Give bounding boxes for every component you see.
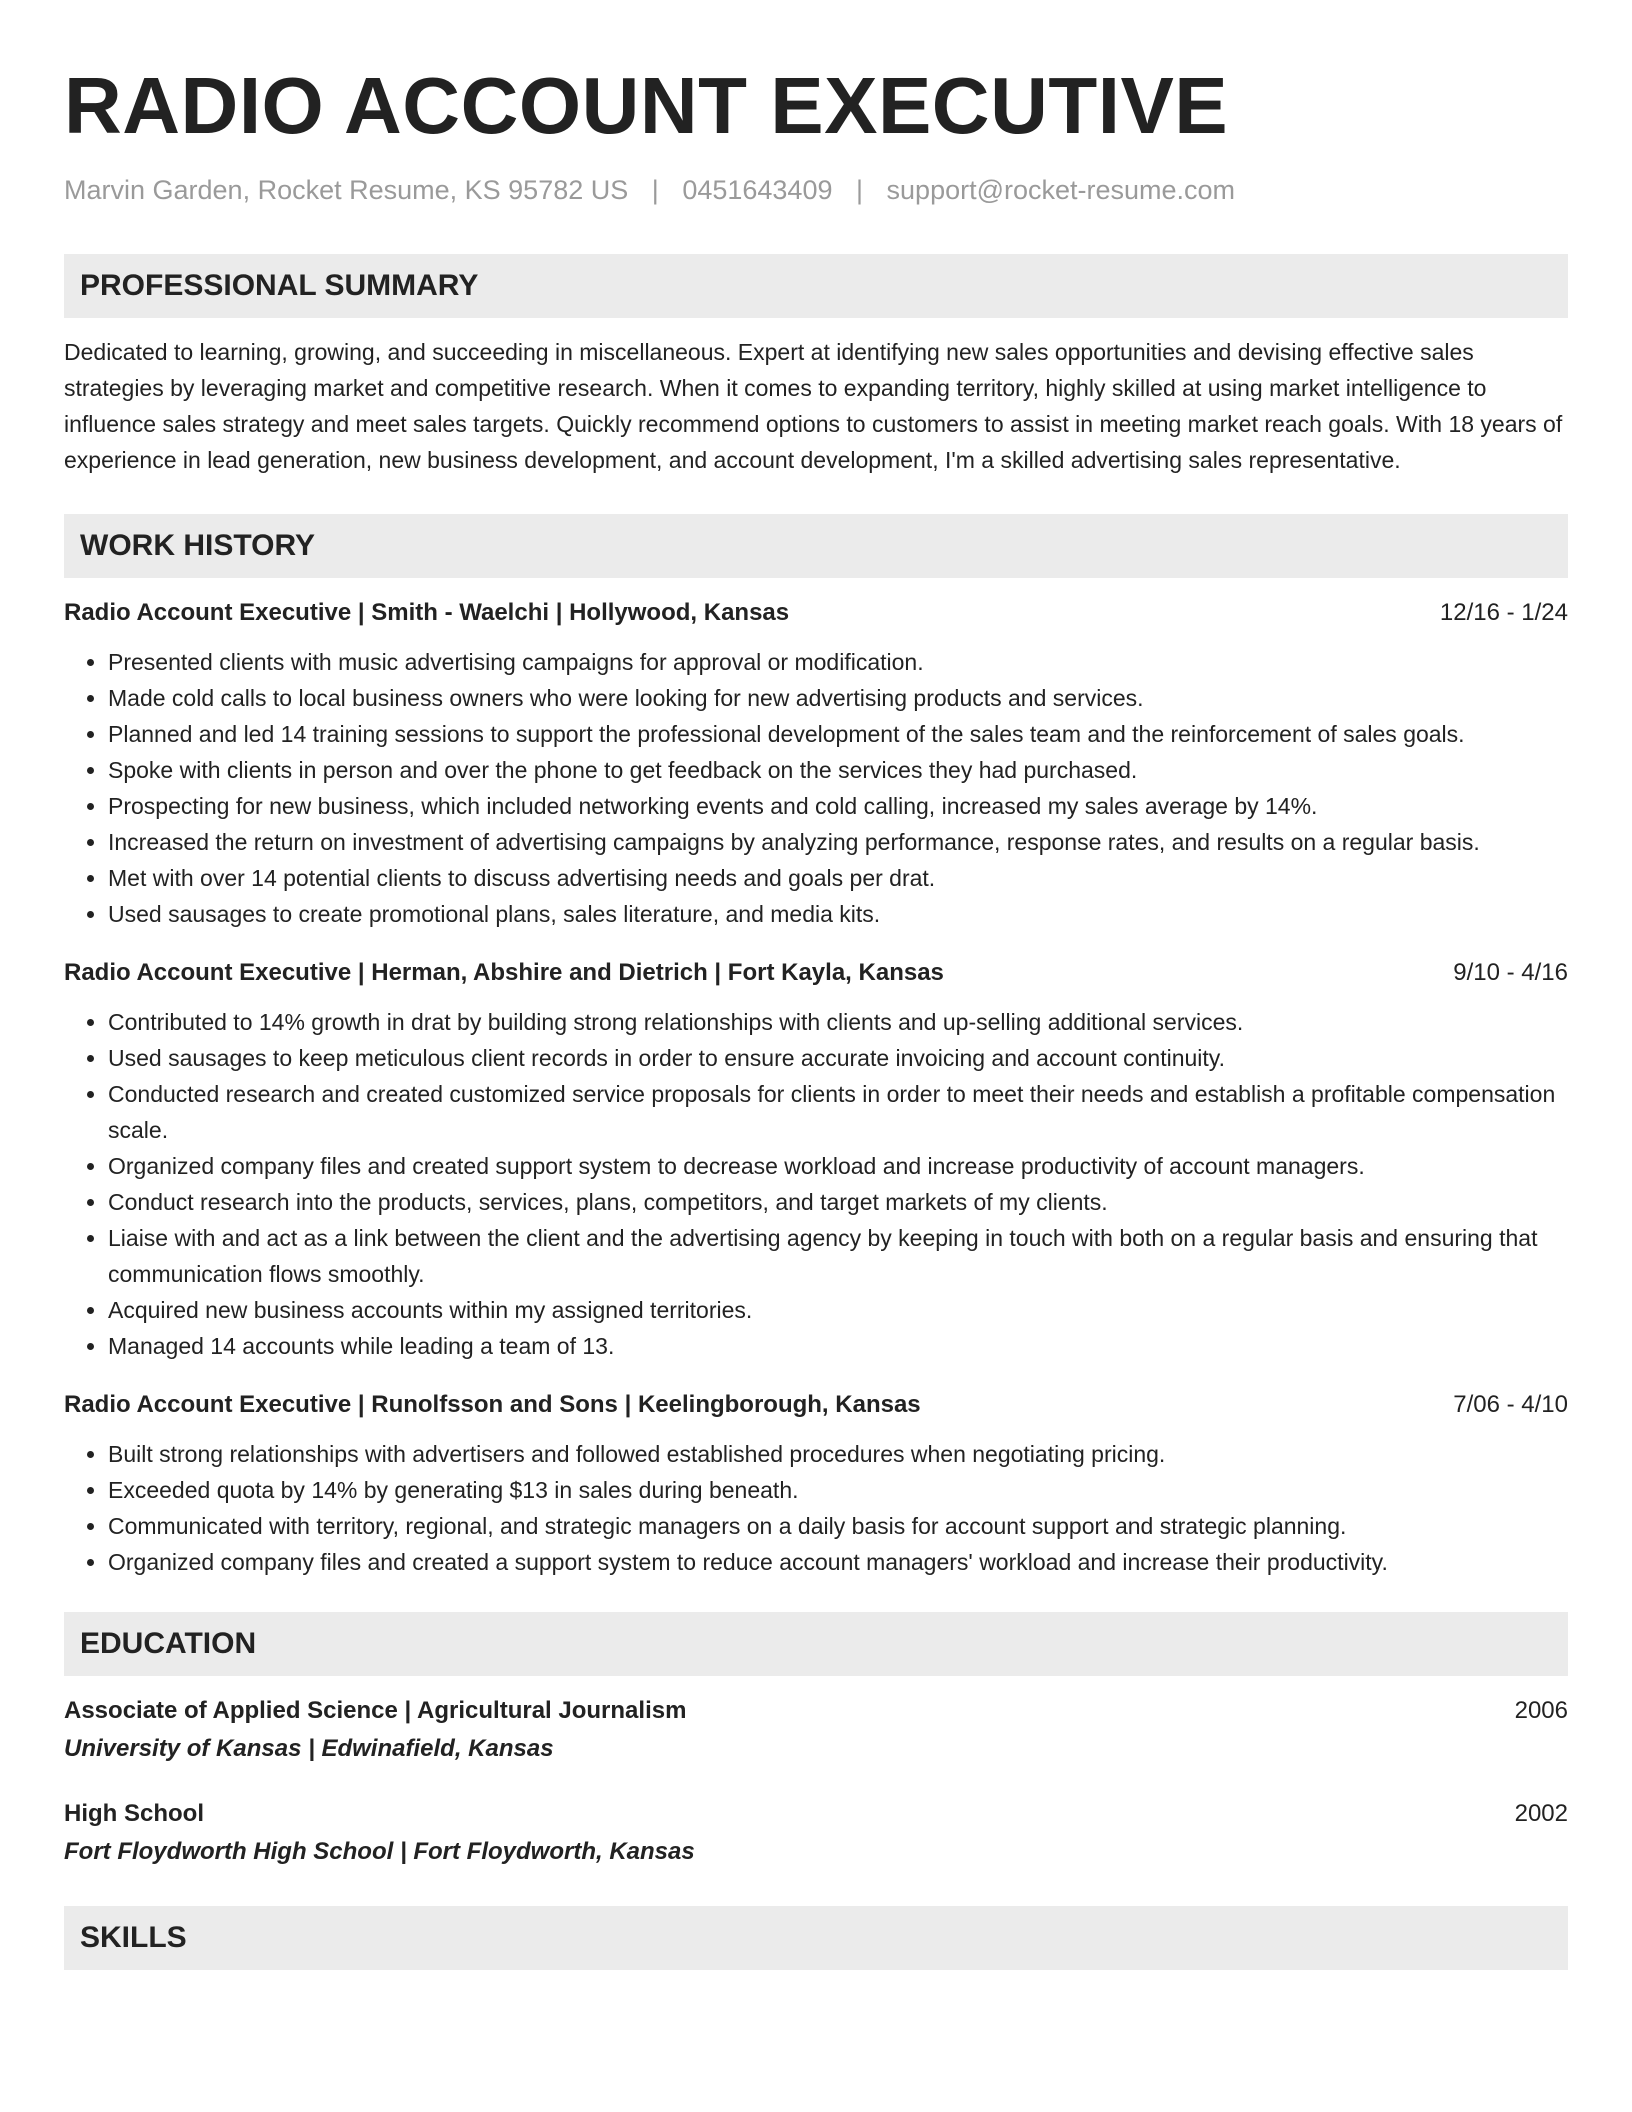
- job-heading: Radio Account Executive | Herman, Abshire and Dietrich | Fort Kayla, Kansas: [64, 959, 944, 986]
- section-heading-education: EDUCATION: [64, 1612, 1568, 1676]
- job-bullet: • Prospecting for new business, which included networking events and cold calling, increased my sales average by 14%.: [108, 788, 1568, 824]
- education-entry: [64, 1797, 1568, 1870]
- job-bullet-list: [64, 1436, 1568, 1580]
- job-bullet: • Used sausages to create promotional plans, sales literature, and media kits.: [108, 896, 1568, 932]
- contact-phone: 0451643409: [682, 175, 833, 205]
- job-heading: Radio Account Executive | Smith - Waelchi | Hollywood, Kansas: [64, 599, 790, 626]
- job-bullet: • Conducted research and created customized service proposals for clients in order to meet their needs and establish a profitable compensation scale.: [108, 1076, 1568, 1148]
- job-entry: [64, 956, 1568, 1364]
- job-bullet: • Organized company files and created support system to decrease workload and increase productivity of account managers.: [108, 1148, 1568, 1184]
- contact-address: Marvin Garden, Rocket Resume, KS 95782 US: [64, 175, 629, 205]
- job-bullet: • Made cold calls to local business owners who were looking for new advertising products and services.: [108, 680, 1568, 716]
- job-bullet: • Managed 14 accounts while leading a team of 13.: [108, 1328, 1568, 1364]
- job-dates: 12/16 - 1/24: [1439, 599, 1568, 626]
- job-bullet: • Liaise with and act as a link between the client and the advertising agency by keeping in touch with both on a regular basis and ensuring that communication flows smoothly.: [108, 1220, 1568, 1292]
- education-header-row: [64, 1797, 1568, 1831]
- job-bullet-list: [64, 1004, 1568, 1364]
- job-bullet: • Used sausages to keep meticulous client records in order to ensure accurate invoicing and account continuity.: [108, 1040, 1568, 1076]
- job-heading: Radio Account Executive | Runolfsson and Sons | Keelingborough, Kansas: [64, 1391, 921, 1418]
- job-bullet: • Conduct research into the products, services, plans, competitors, and target markets of my clients.: [108, 1184, 1568, 1220]
- education-list: [64, 1694, 1568, 1870]
- education-entry: [64, 1694, 1568, 1767]
- job-header-row: [64, 596, 1568, 630]
- section-heading-summary: PROFESSIONAL SUMMARY: [64, 254, 1568, 318]
- education-degree: Associate of Applied Science | Agricultural Journalism: [64, 1697, 687, 1724]
- job-bullet: • Communicated with territory, regional, and strategic managers on a daily basis for account support and strategic planning.: [108, 1508, 1568, 1544]
- section-heading-work-history: WORK HISTORY: [64, 514, 1568, 578]
- job-bullet: • Increased the return on investment of advertising campaigns by analyzing performance, response rates, and results on a regular basis.: [108, 824, 1568, 860]
- job-entry: [64, 1388, 1568, 1580]
- contact-separator: |: [856, 175, 864, 205]
- resume-title: RADIO ACCOUNT EXECUTIVE: [64, 61, 1229, 150]
- contact-line: [64, 172, 1568, 208]
- job-bullet: • Spoke with clients in person and over the phone to get feedback on the services they had purchased.: [108, 752, 1568, 788]
- job-entry: [64, 596, 1568, 932]
- job-bullet: • Organized company files and created a support system to reduce account managers' workload and increase their productivity.: [108, 1544, 1568, 1580]
- education-degree: High School: [64, 1800, 204, 1827]
- job-bullet: • Exceeded quota by 14% by generating $13 in sales during beneath.: [108, 1472, 1568, 1508]
- job-bullet: • Met with over 14 potential clients to discuss advertising needs and goals per drat.: [108, 860, 1568, 896]
- job-bullet: • Planned and led 14 training sessions to support the professional development of the sales team and the reinforcement of sales goals.: [108, 716, 1568, 752]
- education-school: University of Kansas | Edwinafield, Kansas: [64, 1735, 554, 1762]
- job-bullet-list: [64, 644, 1568, 932]
- section-heading-skills: SKILLS: [64, 1906, 1568, 1970]
- job-dates: 9/10 - 4/16: [1453, 959, 1568, 986]
- job-bullet: • Acquired new business accounts within my assigned territories.: [108, 1292, 1568, 1328]
- work-history-list: [64, 596, 1568, 1580]
- job-header-row: [64, 1388, 1568, 1422]
- job-header-row: [64, 956, 1568, 990]
- education-header-row: [64, 1694, 1568, 1728]
- contact-email: support@rocket-resume.com: [886, 175, 1236, 205]
- job-bullet: • Contributed to 14% growth in drat by building strong relationships with clients and up-selling additional services.: [108, 1004, 1568, 1040]
- job-bullet: • Presented clients with music advertising campaigns for approval or modification.: [108, 644, 1568, 680]
- education-year: 2006: [1514, 1697, 1568, 1724]
- contact-separator: |: [651, 175, 659, 205]
- education-school: Fort Floydworth High School | Fort Floydworth, Kansas: [64, 1838, 695, 1865]
- job-bullet: • Built strong relationships with advertisers and followed established procedures when negotiating pricing.: [108, 1436, 1568, 1472]
- job-dates: 7/06 - 4/10: [1453, 1391, 1568, 1418]
- education-year: 2002: [1514, 1800, 1568, 1827]
- summary-text: Dedicated to learning, growing, and succeeding in miscellaneous. Expert at identifying new sales opportunities and devising effective sales strategies by leveraging market and competitive research. When it comes to expanding territory, highly skilled at using market intelligence to influence sales strategy and meet sales targets. Quickly recommend options to customers to assist in meeting market reach goals. With 18 years of experience in lead generation, new business development, and account development, I'm a skilled advertising sales representative.: [64, 339, 1563, 473]
